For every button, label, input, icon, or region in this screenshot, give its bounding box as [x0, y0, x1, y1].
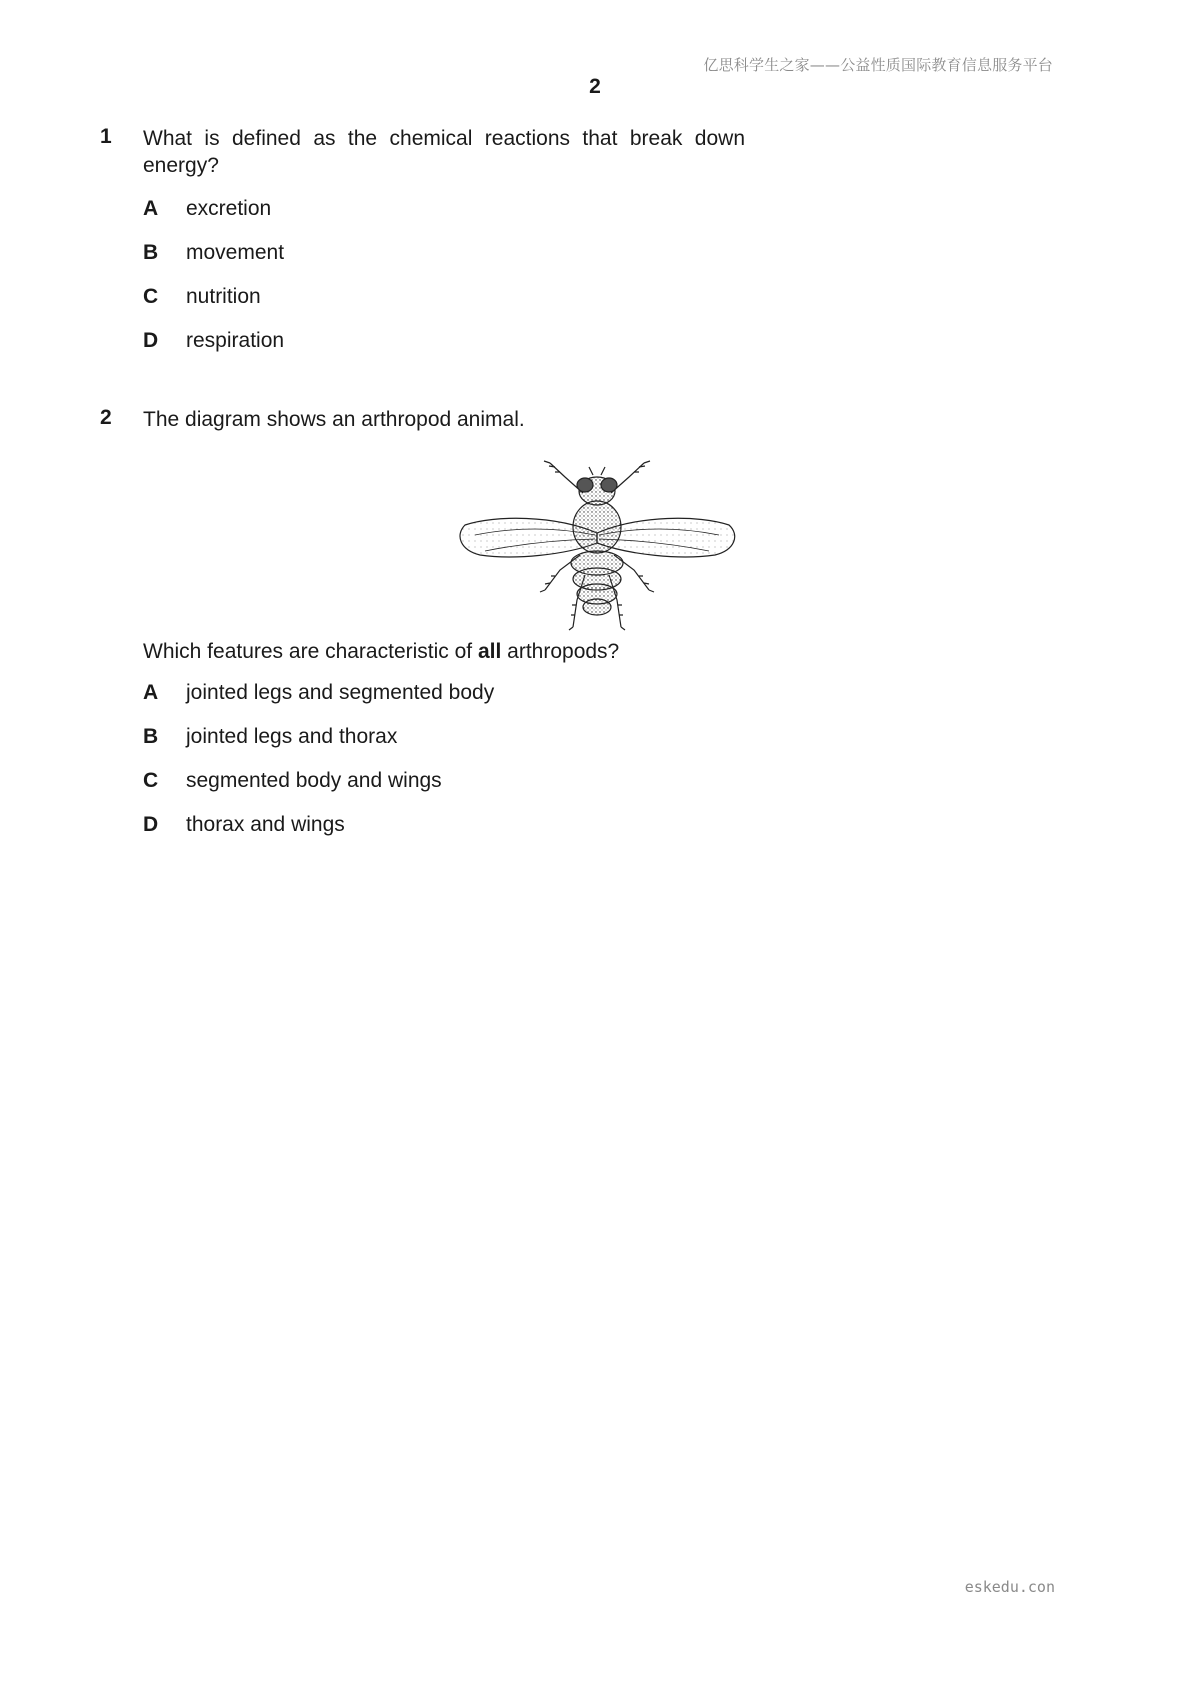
question-2	[100, 406, 760, 433]
option-text: jointed legs and thorax	[186, 725, 398, 748]
question-text: The diagram shows an arthropod animal.	[143, 408, 525, 431]
option-letter: A	[143, 197, 159, 220]
option-letter: B	[143, 725, 159, 748]
option-b	[143, 725, 760, 769]
question-2-body	[100, 638, 760, 857]
option-text: excretion	[186, 197, 272, 220]
question-number: 2	[100, 406, 112, 429]
question-1	[100, 125, 760, 373]
option-letter: C	[143, 769, 159, 792]
option-c	[143, 769, 760, 813]
option-a	[143, 197, 760, 241]
option-list	[143, 197, 760, 373]
watermark-footer: eskedu.con	[964, 1578, 1055, 1596]
question-prompt	[143, 638, 760, 665]
prompt-emphasis: all	[477, 640, 502, 663]
option-letter: D	[143, 813, 159, 836]
option-text: nutrition	[186, 285, 261, 308]
option-text: segmented body and wings	[186, 769, 442, 792]
watermark-header: 亿思科学生之家——公益性质国际教育信息服务平台	[703, 56, 1053, 74]
question-text: What is defined as the chemical reactions that break down energy?	[143, 127, 745, 177]
option-d	[143, 329, 760, 373]
option-text: jointed legs and segmented body	[186, 681, 495, 704]
option-letter: A	[143, 681, 159, 704]
option-text: movement	[186, 241, 285, 264]
option-text: thorax and wings	[186, 813, 345, 836]
option-letter: C	[143, 285, 159, 308]
option-list	[143, 681, 760, 857]
option-letter: D	[143, 329, 159, 352]
prompt-text: Which features are characteristic of	[143, 640, 478, 663]
option-letter: B	[143, 241, 159, 264]
option-text: respiration	[186, 329, 285, 352]
fly-illustration-icon	[455, 455, 740, 635]
option-b	[143, 241, 760, 285]
option-d	[143, 813, 760, 857]
option-c	[143, 285, 760, 329]
page-number: 2	[589, 75, 601, 98]
question-number: 1	[100, 125, 112, 148]
prompt-text: arthropods?	[501, 640, 620, 663]
option-a	[143, 681, 760, 725]
